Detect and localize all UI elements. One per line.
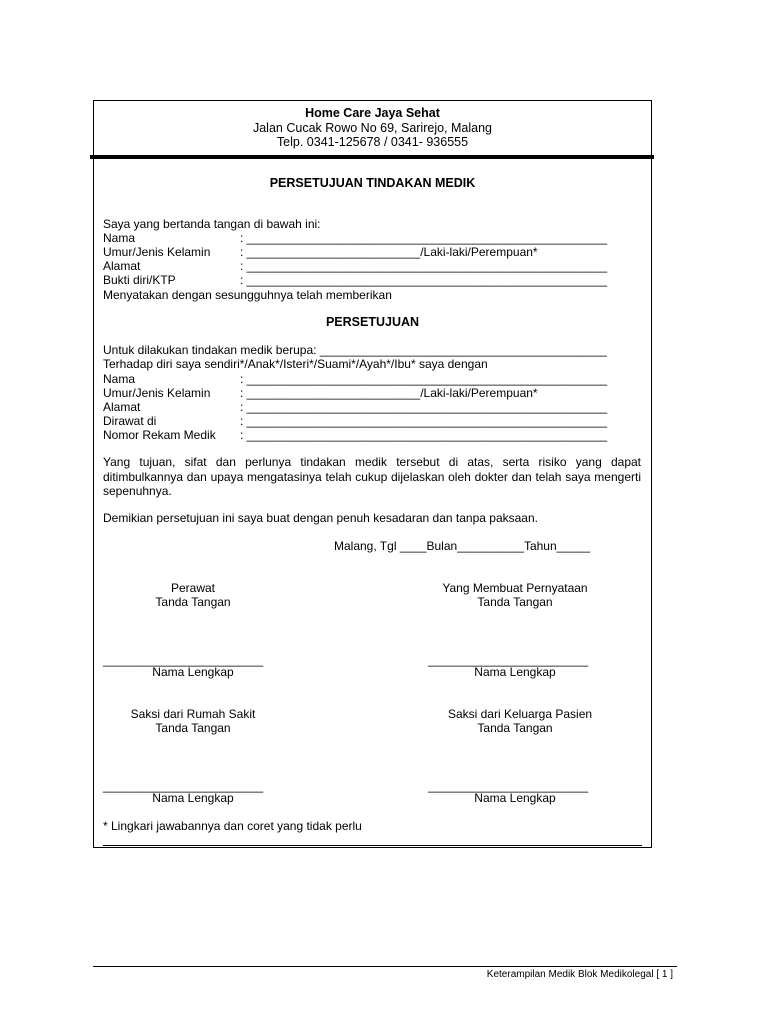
- form-title: PERSETUJUAN TINDAKAN MEDIK: [269, 176, 476, 190]
- family-witness-title: Saksi dari Keluarga Pasien: [447, 707, 593, 721]
- intro-text: Saya yang bertanda tangan di bawah ini:: [103, 217, 321, 231]
- patient-value-alamat[interactable]: : ______________________________________________________: [240, 400, 608, 414]
- section-subtitle: PERSETUJUAN: [325, 315, 420, 329]
- nurse-name-label: Nama Lengkap: [152, 665, 234, 679]
- field-value-ktp[interactable]: : ______________________________________________________: [240, 273, 608, 287]
- footnote: * Lingkari jawabannya dan coret yang tidak perlu: [103, 819, 362, 833]
- hospital-witness-sign-label: Tanda Tangan: [155, 721, 231, 735]
- field-label-alamat: Alamat: [103, 259, 141, 273]
- patient-label-umur: Umur/Jenis Kelamin: [103, 386, 211, 400]
- maker-title: Yang Membuat Pernyataan: [442, 581, 588, 595]
- patient-value-nama[interactable]: : ______________________________________________________: [240, 372, 608, 386]
- patient-value-dirawat[interactable]: : ______________________________________________________: [240, 414, 608, 428]
- bottom-rule: [103, 845, 642, 846]
- patient-value-umur[interactable]: : __________________________/Laki-laki/Perempuan*: [240, 386, 538, 400]
- field-value-nama[interactable]: : ______________________________________________________: [240, 231, 608, 245]
- family-witness-sign-label: Tanda Tangan: [477, 721, 553, 735]
- org-phone: Telp. 0341-125678 / 0341- 936555: [276, 135, 469, 149]
- patient-label-rekam-medik: Nomor Rekam Medik: [103, 428, 216, 442]
- patient-label-dirawat: Dirawat di: [103, 414, 157, 428]
- family-witness-signature-line[interactable]: ________________________: [428, 779, 589, 793]
- patient-value-rekam-medik[interactable]: : ______________________________________________________: [240, 428, 608, 442]
- page-footer: Keterampilan Medik Blok Medikolegal [ 1 ]: [486, 969, 673, 980]
- field-label-nama: Nama: [103, 231, 136, 245]
- hospital-witness-title: Saksi dari Rumah Sakit: [130, 707, 256, 721]
- family-witness-name-label: Nama Lengkap: [474, 791, 556, 805]
- org-address: Jalan Cucak Rowo No 69, Sarirejo, Malang: [252, 121, 492, 135]
- relation-line: Terhadap diri saya sendiri*/Anak*/Isteri*/Suami*/Ayah*/Ibu* saya dengan: [103, 357, 488, 371]
- field-label-ktp: Bukti diri/KTP: [103, 273, 176, 287]
- nurse-title: Perawat: [170, 581, 216, 595]
- patient-label-alamat: Alamat: [103, 400, 141, 414]
- patient-label-nama: Nama: [103, 372, 136, 386]
- nurse-signature-line[interactable]: ________________________: [103, 653, 264, 667]
- statement-text: Menyatakan dengan sesungguhnya telah memberikan: [103, 288, 392, 302]
- maker-name-label: Nama Lengkap: [474, 665, 556, 679]
- closing-text: Demikian persetujuan ini saya buat dengan penuh kesadaran dan tanpa paksaan.: [103, 511, 538, 525]
- place-date-line[interactable]: Malang, Tgl ____Bulan__________Tahun_____: [334, 539, 591, 553]
- field-value-alamat[interactable]: : ______________________________________________________: [240, 259, 608, 273]
- nurse-sign-label: Tanda Tangan: [155, 595, 231, 609]
- footer-divider: [93, 966, 677, 967]
- field-value-umur[interactable]: : __________________________/Laki-laki/Perempuan*: [240, 245, 538, 259]
- explanation-paragraph: Yang tujuan, sifat dan perlunya tindakan medik tersebut di atas, serta risiko yang dapat ditimbulkannya dan upaya mengatasinya telah cukup dijelaskan oleh dokter dan telah saya mengerti sepenuhnya.: [103, 455, 641, 498]
- field-label-umur: Umur/Jenis Kelamin: [103, 245, 211, 259]
- hospital-witness-name-label: Nama Lengkap: [152, 791, 234, 805]
- maker-sign-label: Tanda Tangan: [477, 595, 553, 609]
- action-line[interactable]: Untuk dilakukan tindakan medik berupa: ___________________________________________: [103, 343, 607, 357]
- hospital-witness-signature-line[interactable]: ________________________: [103, 779, 264, 793]
- maker-signature-line[interactable]: ________________________: [428, 653, 589, 667]
- header-divider: [90, 155, 654, 159]
- org-name: Home Care Jaya Sehat: [305, 106, 440, 120]
